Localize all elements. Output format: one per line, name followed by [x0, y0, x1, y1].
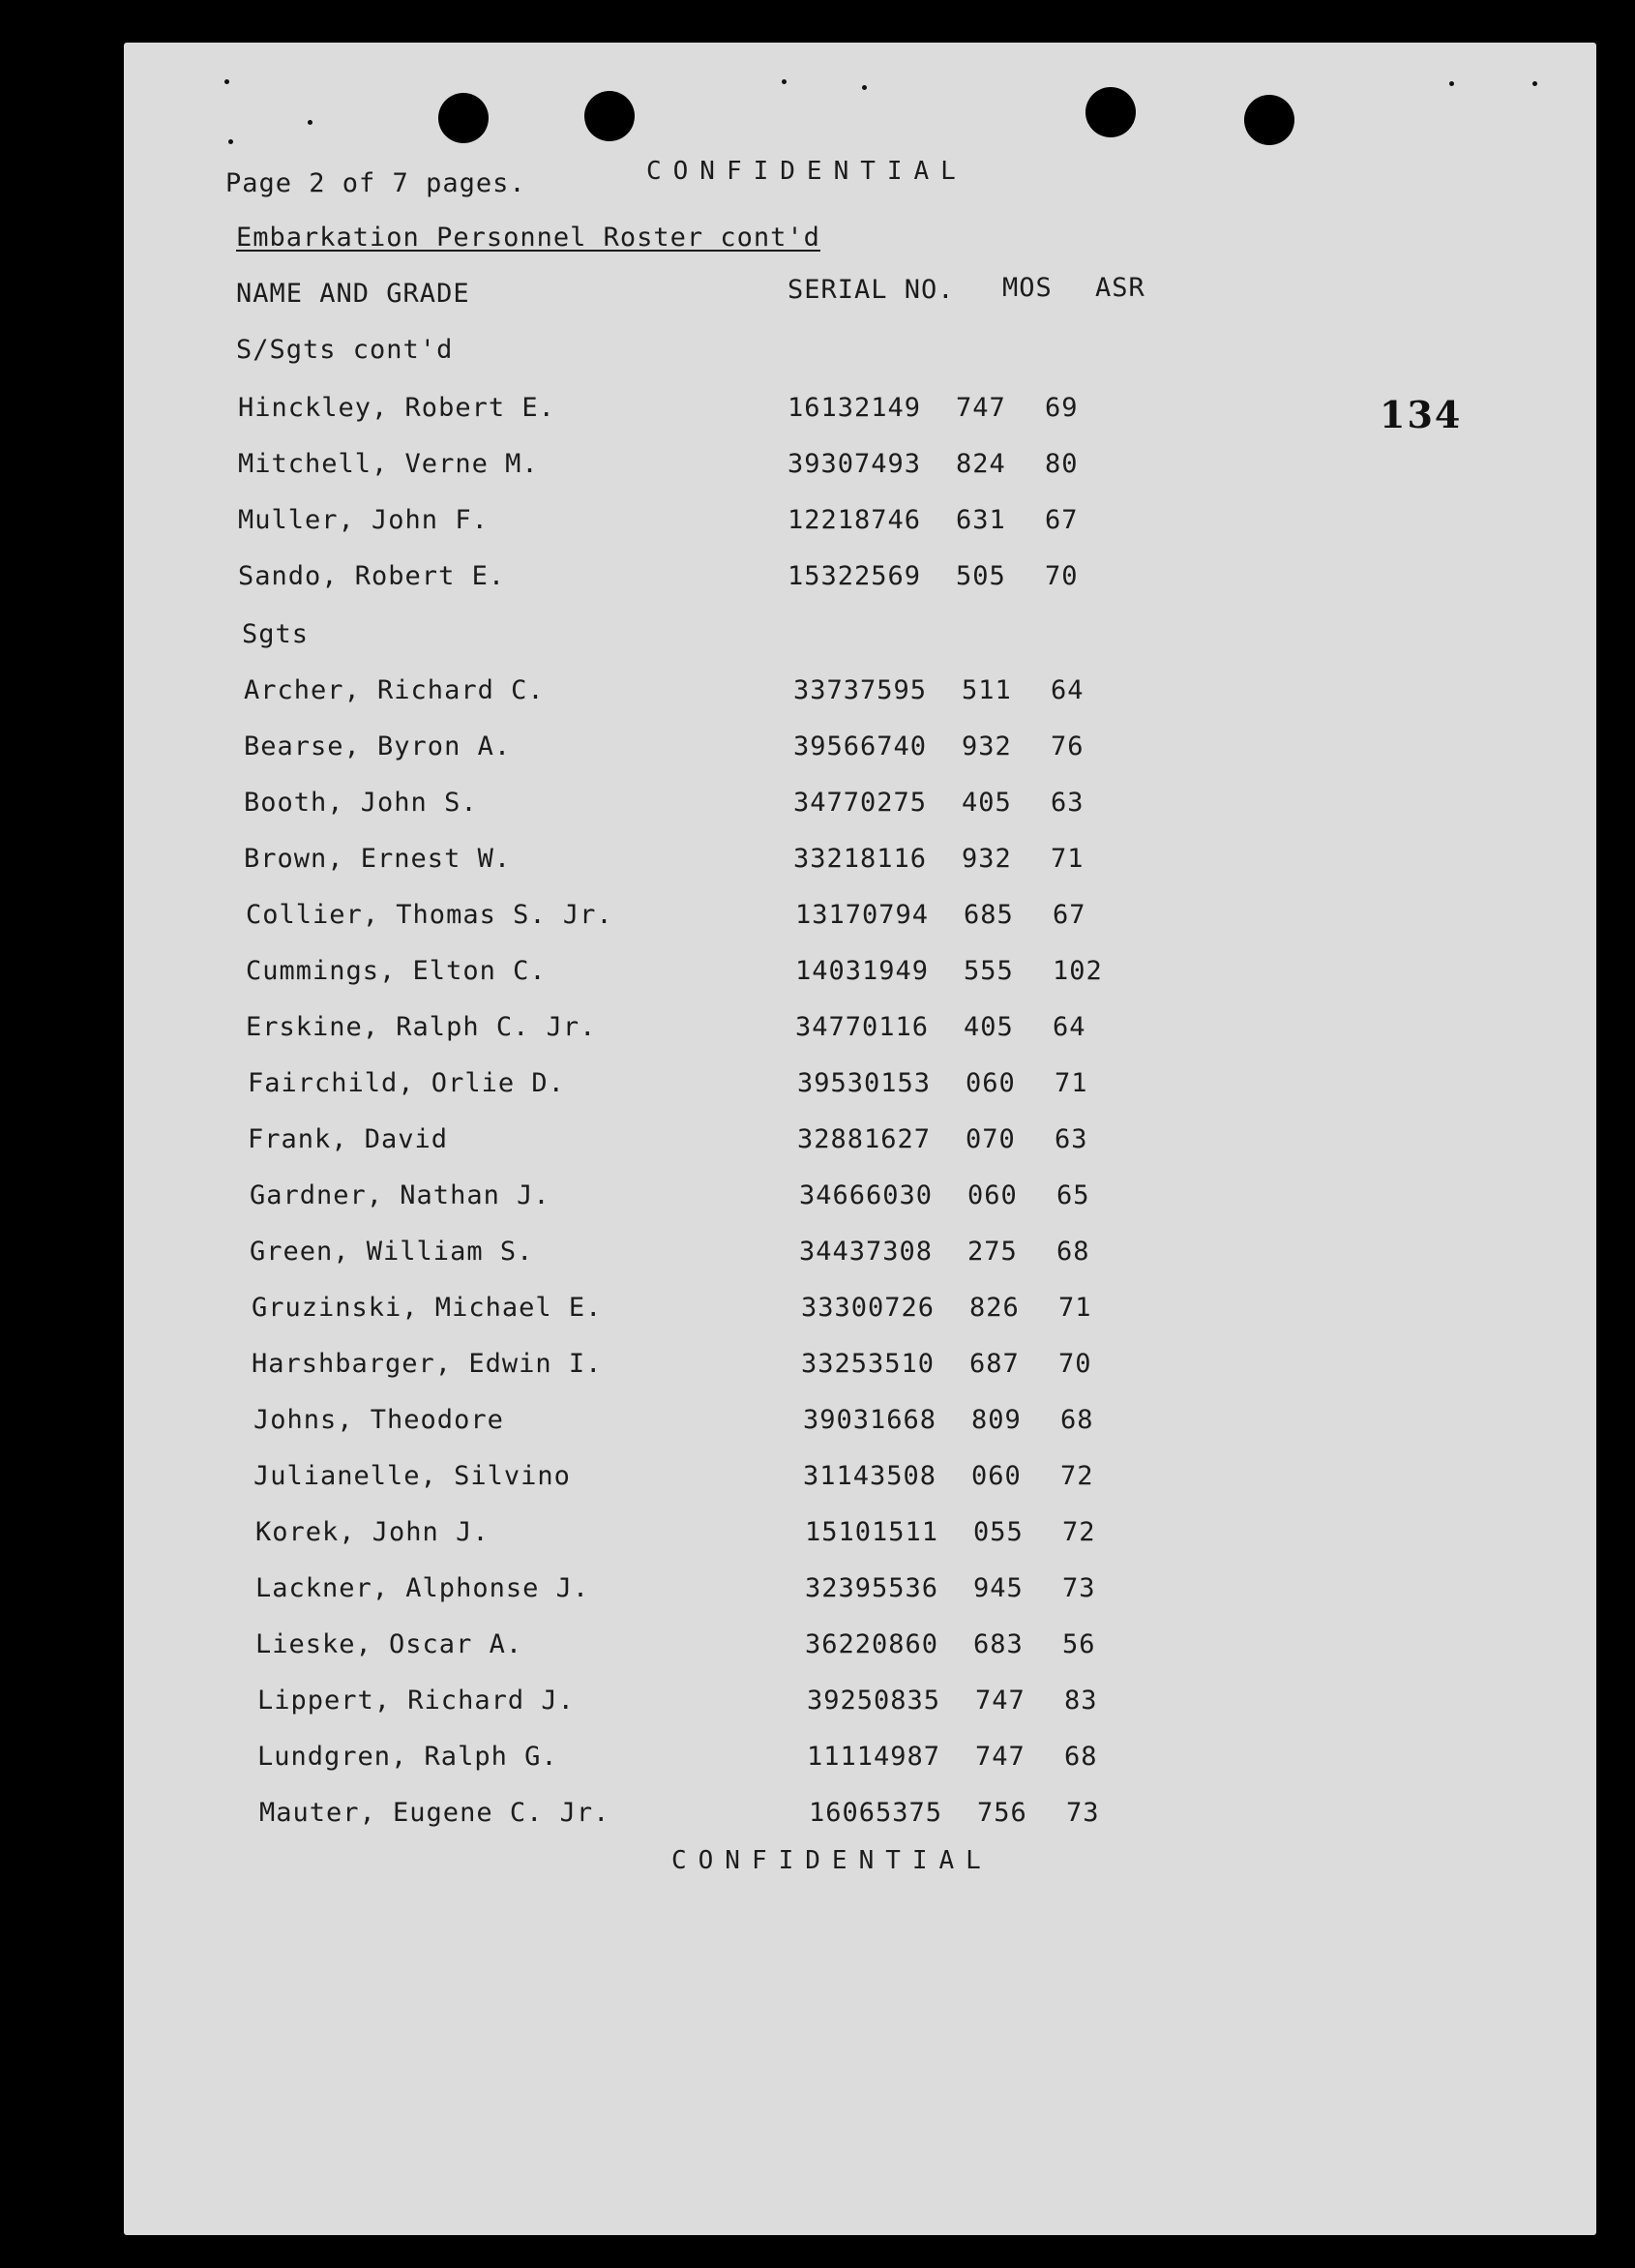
cell-mos: 505	[956, 561, 1006, 591]
cell-serial: 32395536	[805, 1573, 939, 1603]
cell-asr: 69	[1045, 393, 1079, 423]
cell-asr: 76	[1051, 731, 1085, 761]
punch-hole	[438, 93, 489, 143]
grade-heading: Sgts	[242, 619, 310, 649]
cell-serial: 34437308	[799, 1237, 934, 1267]
punch-hole	[584, 91, 635, 141]
grade-heading: S/Sgts cont'd	[236, 335, 454, 365]
cell-asr: 67	[1053, 900, 1086, 930]
classification-header: CONFIDENTIAL	[646, 157, 967, 186]
table-row	[259, 1798, 1635, 1836]
table-row	[244, 844, 1635, 882]
column-header-asr: ASR	[1095, 273, 1145, 303]
paper-speck	[862, 85, 867, 90]
table-row	[248, 1068, 1635, 1107]
table-row	[250, 1237, 1635, 1275]
cell-serial: 14031949	[795, 956, 930, 986]
cell-asr: 65	[1056, 1180, 1090, 1210]
cell-mos: 945	[973, 1573, 1024, 1603]
table-row	[252, 1349, 1635, 1388]
cell-name: Bearse, Byron A.	[244, 731, 512, 761]
cell-mos: 932	[962, 731, 1012, 761]
cell-asr: 68	[1060, 1405, 1094, 1435]
table-row	[257, 1742, 1635, 1780]
cell-asr: 64	[1053, 1012, 1086, 1042]
cell-name: Gruzinski, Michael E.	[252, 1293, 603, 1323]
cell-name: Mitchell, Verne M.	[238, 449, 539, 479]
cell-name: Lieske, Oscar A.	[255, 1629, 523, 1659]
cell-name: Green, William S.	[250, 1237, 534, 1267]
cell-mos: 405	[964, 1012, 1014, 1042]
cell-mos: 747	[956, 393, 1006, 423]
cell-name: Lackner, Alphonse J.	[255, 1573, 590, 1603]
table-row	[252, 1293, 1635, 1331]
table-row	[248, 1124, 1635, 1163]
cell-mos: 555	[964, 956, 1014, 986]
cell-serial: 39250835	[807, 1686, 941, 1716]
cell-serial: 16065375	[809, 1798, 943, 1828]
cell-name: Gardner, Nathan J.	[250, 1180, 550, 1210]
paper-speck	[228, 139, 233, 144]
cell-mos: 687	[969, 1349, 1020, 1379]
table-row	[255, 1517, 1635, 1556]
cell-serial: 34770275	[793, 788, 928, 818]
cell-serial: 34770116	[795, 1012, 930, 1042]
cell-name: Lippert, Richard J.	[257, 1686, 575, 1716]
punch-hole	[1085, 87, 1136, 137]
cell-name: Mauter, Eugene C. Jr.	[259, 1798, 610, 1828]
cell-asr: 71	[1055, 1068, 1088, 1098]
cell-mos: 685	[964, 900, 1014, 930]
column-header-serial: SERIAL NO.	[788, 275, 955, 305]
cell-serial: 39566740	[793, 731, 928, 761]
cell-asr: 63	[1055, 1124, 1088, 1154]
paper-speck	[782, 79, 787, 84]
table-row	[244, 788, 1635, 826]
cell-serial: 32881627	[797, 1124, 932, 1154]
table-row	[246, 956, 1635, 995]
cell-serial: 33737595	[793, 675, 928, 705]
cell-serial: 15101511	[805, 1517, 939, 1547]
cell-name: Collier, Thomas S. Jr.	[246, 900, 613, 930]
table-row	[238, 505, 1635, 544]
paper-speck	[1532, 81, 1537, 86]
table-row	[250, 1180, 1635, 1219]
cell-name: Fairchild, Orlie D.	[248, 1068, 565, 1098]
cell-asr: 67	[1045, 505, 1079, 535]
cell-mos: 060	[971, 1461, 1022, 1491]
table-row	[238, 561, 1635, 600]
cell-serial: 15322569	[788, 561, 922, 591]
cell-name: Johns, Theodore	[253, 1405, 504, 1435]
cell-serial: 39530153	[797, 1068, 932, 1098]
cell-serial: 12218746	[788, 505, 922, 535]
punch-hole	[1244, 95, 1294, 145]
cell-mos: 405	[962, 788, 1012, 818]
cell-mos: 824	[956, 449, 1006, 479]
cell-serial: 34666030	[799, 1180, 934, 1210]
table-row	[238, 393, 1635, 432]
cell-name: Archer, Richard C.	[244, 675, 545, 705]
cell-name: Julianelle, Silvino	[253, 1461, 571, 1491]
cell-name: Hinckley, Robert E.	[238, 393, 555, 423]
cell-mos: 631	[956, 505, 1006, 535]
cell-mos: 932	[962, 844, 1012, 874]
table-row	[244, 731, 1635, 770]
classification-footer: CONFIDENTIAL	[671, 1846, 993, 1875]
cell-mos: 826	[969, 1293, 1020, 1323]
cell-asr: 83	[1064, 1686, 1098, 1716]
cell-asr: 68	[1064, 1742, 1098, 1772]
cell-mos: 511	[962, 675, 1012, 705]
cell-serial: 33218116	[793, 844, 928, 874]
cell-serial: 33253510	[801, 1349, 936, 1379]
table-row	[244, 675, 1635, 714]
cell-asr: 72	[1060, 1461, 1094, 1491]
cell-name: Cummings, Elton C.	[246, 956, 547, 986]
cell-asr: 70	[1045, 561, 1079, 591]
cell-asr: 56	[1062, 1629, 1096, 1659]
cell-asr: 73	[1066, 1798, 1100, 1828]
cell-mos: 747	[975, 1686, 1026, 1716]
cell-asr: 68	[1056, 1237, 1090, 1267]
roster-title: Embarkation Personnel Roster cont'd	[236, 223, 820, 253]
cell-asr: 72	[1062, 1517, 1096, 1547]
column-header-name: NAME AND GRADE	[236, 279, 470, 309]
cell-asr: 64	[1051, 675, 1085, 705]
cell-mos: 070	[966, 1124, 1016, 1154]
cell-name: Muller, John F.	[238, 505, 489, 535]
cell-name: Brown, Ernest W.	[244, 844, 512, 874]
cell-asr: 73	[1062, 1573, 1096, 1603]
table-row	[246, 900, 1635, 939]
cell-serial: 13170794	[795, 900, 930, 930]
cell-name: Lundgren, Ralph G.	[257, 1742, 558, 1772]
table-row	[257, 1686, 1635, 1724]
cell-asr: 102	[1053, 956, 1103, 986]
cell-name: Sando, Robert E.	[238, 561, 506, 591]
cell-serial: 36220860	[805, 1629, 939, 1659]
column-header-mos: MOS	[1002, 273, 1053, 303]
cell-mos: 060	[966, 1068, 1016, 1098]
cell-asr: 70	[1058, 1349, 1092, 1379]
table-row	[246, 1012, 1635, 1051]
table-row	[253, 1461, 1635, 1500]
cell-asr: 71	[1051, 844, 1085, 874]
cell-name: Harshbarger, Edwin I.	[252, 1349, 603, 1379]
cell-mos: 060	[967, 1180, 1018, 1210]
cell-name: Booth, John S.	[244, 788, 478, 818]
page-info: Page 2 of 7 pages.	[225, 168, 526, 198]
cell-name: Erskine, Ralph C. Jr.	[246, 1012, 597, 1042]
cell-mos: 809	[971, 1405, 1022, 1435]
cell-serial: 39307493	[788, 449, 922, 479]
cell-mos: 683	[973, 1629, 1024, 1659]
cell-mos: 275	[967, 1237, 1018, 1267]
cell-serial: 16132149	[788, 393, 922, 423]
cell-serial: 39031668	[803, 1405, 937, 1435]
page-stamp-number: 134	[1380, 393, 1463, 436]
cell-name: Frank, David	[248, 1124, 449, 1154]
cell-serial: 11114987	[807, 1742, 941, 1772]
table-row	[255, 1573, 1635, 1612]
cell-serial: 31143508	[803, 1461, 937, 1491]
paper-speck	[224, 79, 229, 84]
table-row	[238, 449, 1635, 488]
cell-serial: 33300726	[801, 1293, 936, 1323]
paper-speck	[1449, 81, 1454, 86]
table-row	[255, 1629, 1635, 1668]
cell-mos: 055	[973, 1517, 1024, 1547]
cell-mos: 747	[975, 1742, 1026, 1772]
table-row	[253, 1405, 1635, 1444]
cell-name: Korek, John J.	[255, 1517, 490, 1547]
cell-asr: 71	[1058, 1293, 1092, 1323]
cell-mos: 756	[977, 1798, 1027, 1828]
document-page	[124, 43, 1596, 2235]
paper-speck	[308, 120, 312, 125]
cell-asr: 63	[1051, 788, 1085, 818]
cell-asr: 80	[1045, 449, 1079, 479]
